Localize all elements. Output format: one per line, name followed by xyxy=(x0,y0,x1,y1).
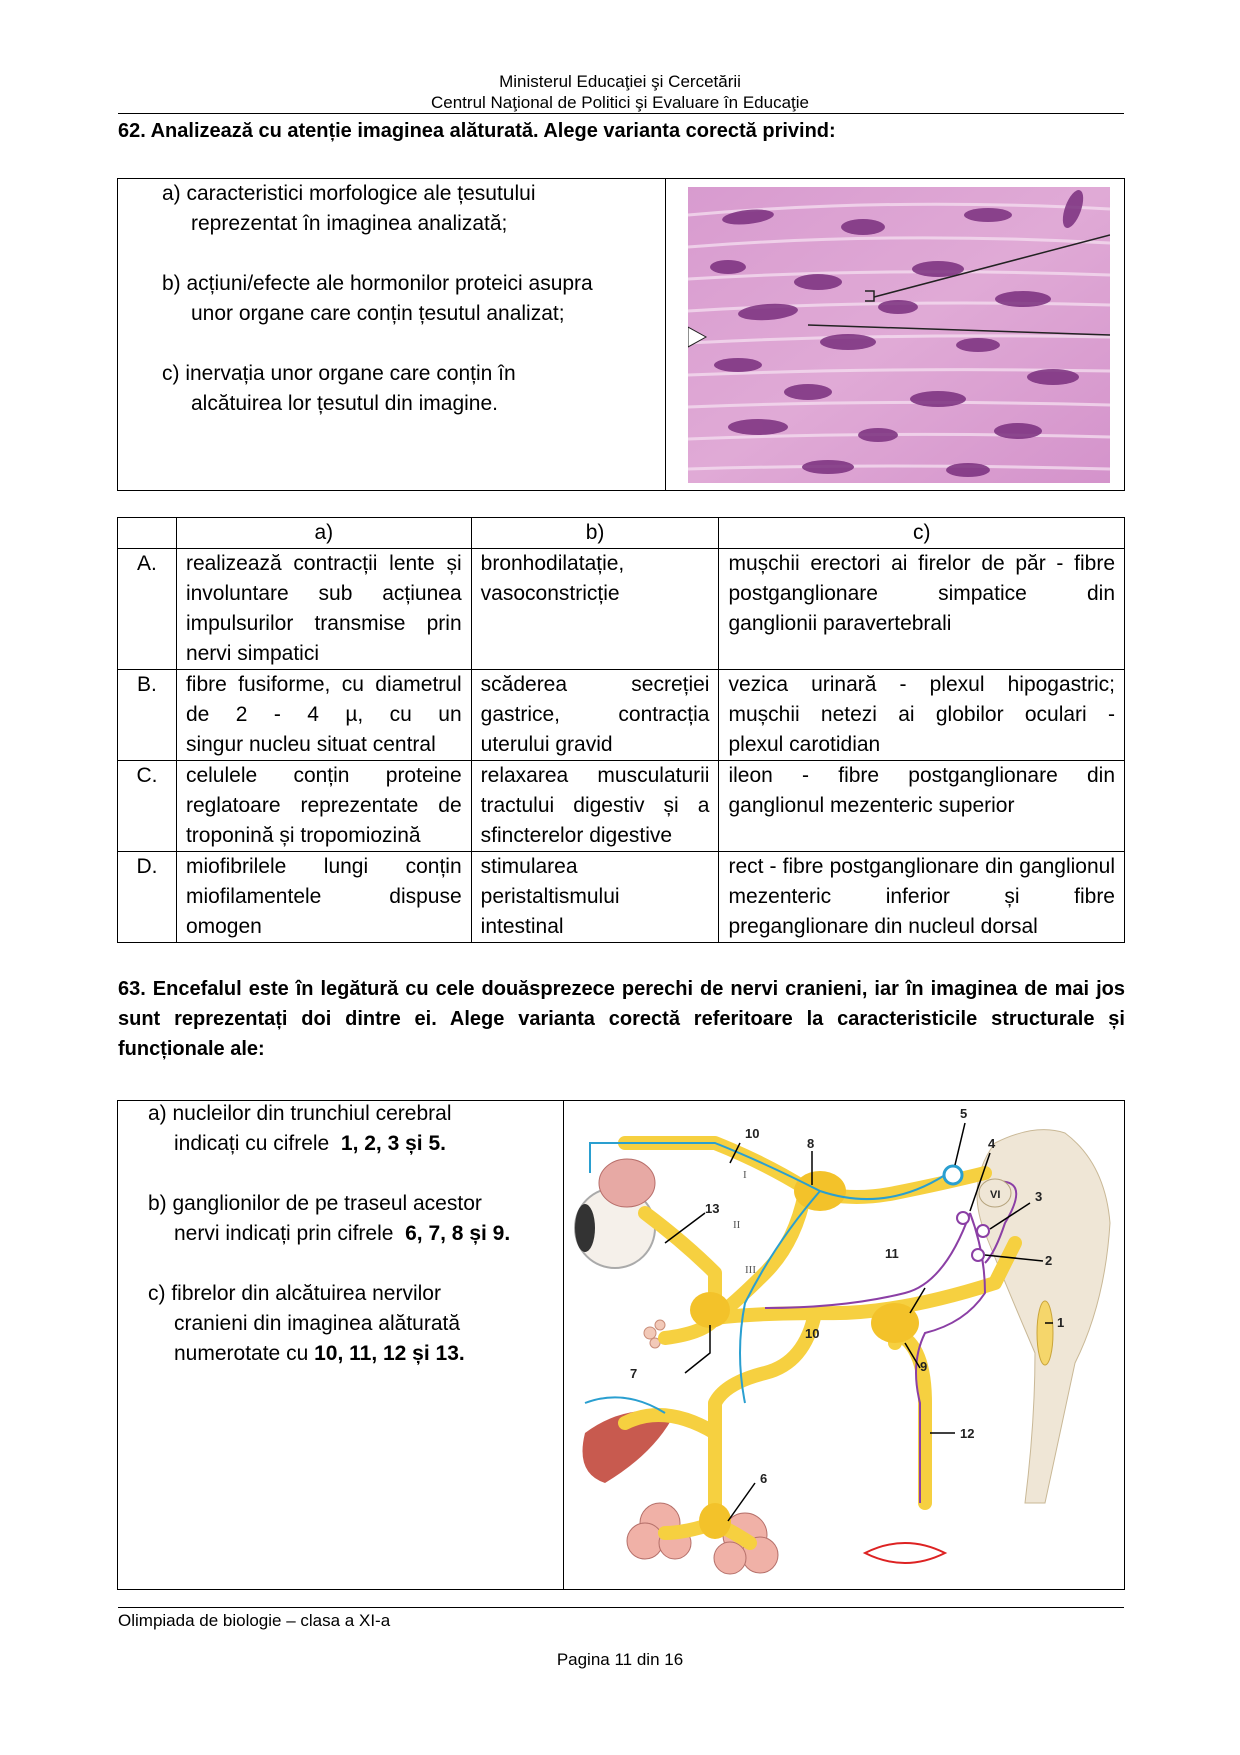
table-row-a xyxy=(118,549,1125,670)
row-label: A. xyxy=(118,549,177,670)
q63-title: 63. Encefalul este în legătură cu cele douăsprezece perechi de nervi cranieni, iar în imaginea de mai jos sunt reprezentați doi dintre ei. Alege varianta corectă referitoare la caracteristicile structurale și funcționale ale: xyxy=(118,978,1125,1060)
label-11: 11 xyxy=(885,1246,899,1261)
cell-c: ileon - fibre postganglionare din ganglionul mezenteric superior xyxy=(719,761,1125,852)
label-13: 13 xyxy=(705,1201,720,1216)
nucleus-1 xyxy=(1037,1301,1053,1365)
cell-b: stimularea peristaltismului intestinal xyxy=(471,852,719,943)
cell-a: fibre fusiforme, cu diametrul de 2 - 4 µ, cu un singur nucleu situat central xyxy=(176,670,471,761)
cell-b: relaxarea musculaturii tractului digestiv și a sfincterelor digestive xyxy=(471,761,719,852)
q63-option-b: b) ganglionilor de pe traseul acestor nervi indicați prin cifrele 6, 7, 8 și 9. xyxy=(148,1192,511,1245)
table-header-cell: c) xyxy=(719,518,1125,549)
q63-prompt-box xyxy=(117,1100,1125,1590)
label-1: 1 xyxy=(1057,1315,1065,1330)
q62-option-a: a) caracteristici morfologice ale țesutului reprezentat în imaginea analizată; xyxy=(162,182,536,235)
page-number: Pagina 11 din 16 xyxy=(556,1650,684,1669)
q62-prompt-box xyxy=(117,178,1125,491)
cell-c: rect - fibre postganglionare din ganglionul mezenteric inferior și fibre preganglionare din nucleul dorsal xyxy=(719,852,1125,943)
q62-option-b: b) acțiuni/efecte ale hormonilor proteici asupra unor organe care conțin țesutul analizat; xyxy=(162,272,593,325)
row-label: D. xyxy=(118,852,177,943)
label-roman-2: II xyxy=(733,1219,741,1231)
table-header-cell: b) xyxy=(471,518,719,549)
label-vi: VI xyxy=(990,1189,1001,1201)
label-3: 3 xyxy=(1035,1189,1043,1204)
q63-options xyxy=(148,1099,558,1369)
table-header-row xyxy=(118,518,1125,549)
q62-answer-table xyxy=(117,517,1125,943)
row-label: C. xyxy=(118,761,177,852)
header-rule xyxy=(118,113,1124,114)
cell-a: miofibrilele lungi conțin miofilamentele dispuse omogen xyxy=(176,852,471,943)
label-roman-1: I xyxy=(743,1169,747,1181)
cell-c: vezica urinară - plexul hipogastric; mușchii netezi ai globilor oculari - plexul carotidian xyxy=(719,670,1125,761)
muscle-target xyxy=(865,1543,945,1563)
table-row-b xyxy=(118,670,1125,761)
label-5: 5 xyxy=(960,1106,968,1121)
table-header-cell: a) xyxy=(176,518,471,549)
row-label: B. xyxy=(118,670,177,761)
label-7: 7 xyxy=(630,1366,638,1381)
label-6: 6 xyxy=(760,1471,768,1486)
cell-b: scăderea secreției gastrice, contracția uterului gravid xyxy=(471,670,719,761)
label-12: 12 xyxy=(960,1426,975,1441)
q62-options xyxy=(162,179,652,419)
label-9: 9 xyxy=(920,1359,928,1374)
nucleus-5 xyxy=(944,1166,962,1184)
label-10b: 10 xyxy=(805,1326,820,1341)
table-row-d xyxy=(118,852,1125,943)
q63-option-c: c) fibrelor din alcătuirea nervilor cranieni din imaginea alăturată numerotate cu 10, 11, 12 și 13. xyxy=(148,1282,465,1365)
cranial-nerves-diagram xyxy=(565,1103,1125,1589)
header-ministry: Ministerul Educaţiei şi Cercetării xyxy=(499,72,741,91)
label-10a: 10 xyxy=(745,1126,760,1141)
label-2: 2 xyxy=(1045,1253,1053,1268)
footer-rule xyxy=(118,1607,1124,1608)
cell-a: realizează contracții lente și involuntare sub acțiunea impulsurilor transmise prin nervi simpatici xyxy=(176,549,471,670)
cell-b: bronhodilatație, vasoconstricție xyxy=(471,549,719,670)
q62-option-c: c) inervația unor organe care conțin în alcătuirea lor țesutul din imagine. xyxy=(162,362,516,415)
ganglion-6 xyxy=(699,1503,731,1539)
label-4: 4 xyxy=(988,1136,996,1151)
smooth-muscle-micrograph xyxy=(688,187,1110,483)
table-row-c xyxy=(118,761,1125,852)
eye-pupil xyxy=(575,1204,595,1252)
cell-c: mușchii erectori ai firelor de păr - fibre postganglionare simpatice din ganglionii paravertebrali xyxy=(719,549,1125,670)
cell-a: celulele conțin proteine reglatoare reprezentate de troponină și tropomiozină xyxy=(176,761,471,852)
label-8: 8 xyxy=(807,1136,815,1151)
footer-title: Olimpiada de biologie – clasa a XI-a xyxy=(118,1611,391,1630)
lacrimal-gland xyxy=(599,1159,655,1207)
q62-title: 62. Analizează cu atenție imaginea alăturată. Alege varianta corectă privind: xyxy=(118,120,836,142)
table-header-cell xyxy=(118,518,177,549)
q63-option-a: a) nucleilor din trunchiul cerebral indicați cu cifrele 1, 2, 3 și 5. xyxy=(148,1102,452,1155)
ganglion-7 xyxy=(690,1292,730,1328)
header-center: Centrul Naţional de Politici şi Evaluare în Educaţie xyxy=(431,93,809,112)
label-roman-3: III xyxy=(745,1264,756,1276)
